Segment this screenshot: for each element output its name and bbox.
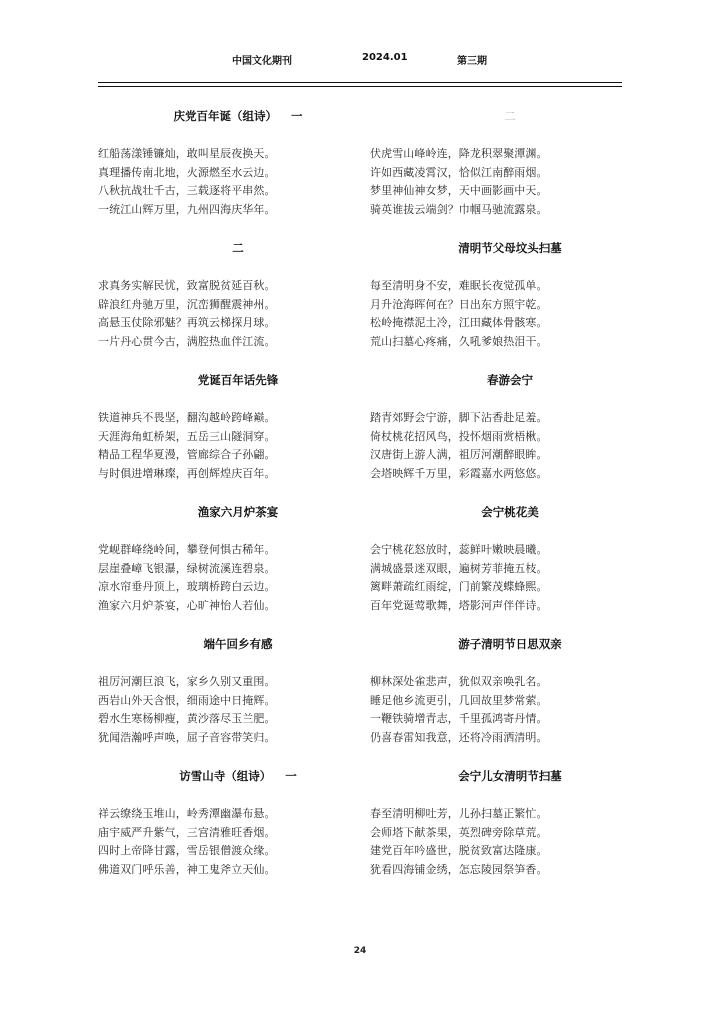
poem-line: 碧水生寒杨柳瘦，黄沙落尽玉兰肥。 xyxy=(98,712,276,725)
poem-line: 佛道双门呼乐善，神工鬼斧立天仙。 xyxy=(98,862,276,876)
poem xyxy=(370,240,630,372)
poem-line: 红船荡漾锤镰灿，敢叫星辰夜换天。 xyxy=(98,147,276,160)
poem-line: 四时上帝降甘露，雪岳银僧渡众缘。 xyxy=(98,844,276,857)
poem-part-number: 一 xyxy=(285,769,297,783)
poem-lines xyxy=(370,277,630,351)
poem-line: 建党百年吟盛世，脱贫致富达隆康。 xyxy=(370,844,548,857)
poem-line: 柳林深处雀悲声，犹似双亲唤乳名。 xyxy=(370,675,548,688)
poem-part-number: 一 xyxy=(291,109,303,123)
poem-line: 许如西藏凌霄汉，恰似江南醉雨烟。 xyxy=(370,165,548,179)
page-header xyxy=(0,52,720,68)
poem-line: 真理播传南北地，火源燃至水云边。 xyxy=(98,165,276,179)
poem xyxy=(98,108,358,240)
poem-lines xyxy=(98,673,358,747)
poem-line: 犹闻浩瀚呼声唤，屈子音容带笑归。 xyxy=(98,730,276,744)
issue-date: 2024.01 xyxy=(362,52,408,63)
poem-line: 每至清明身不安，难眠长夜觉孤单。 xyxy=(370,279,548,292)
header-rule-thick xyxy=(98,82,622,83)
header-rule-thin xyxy=(98,86,622,87)
poem-line: 倚杖桃花招风鸟，投怀烟雨赏梧楸。 xyxy=(370,429,548,443)
issue-number: 第三期 xyxy=(457,56,487,67)
poem-title xyxy=(370,108,630,124)
poem-title-text: 清明节父母坟头扫墓 xyxy=(458,241,562,255)
poem-line: 会师塔下献茶果，英烈碑旁除草荒。 xyxy=(370,825,548,839)
poem-title xyxy=(98,372,358,388)
poem xyxy=(370,108,630,240)
poem-lines xyxy=(370,805,630,879)
poem-title xyxy=(370,372,630,388)
poem-lines xyxy=(98,277,358,351)
poem-title xyxy=(98,636,358,652)
poem-line: 八秋抗战壮千古，三载逐将平串然。 xyxy=(98,184,276,197)
poem-lines xyxy=(370,409,630,483)
poem-line: 伏虎雪山峰岭连，降龙积翠聚潭渊。 xyxy=(370,147,548,160)
poem-lines xyxy=(98,409,358,483)
poem-title-text: 二 xyxy=(232,241,244,255)
poem-line: 春至清明柳吐芳，儿孙扫墓正繁忙。 xyxy=(370,807,548,820)
poem-line: 仍喜春雷知我意，还将冷雨洒清明。 xyxy=(370,730,548,744)
poem-line: 骑英谁拔云端剑？巾帼马驰流露泉。 xyxy=(370,202,548,216)
left-poem-column xyxy=(98,108,358,900)
poem-line: 层崖叠嶂飞银瀑，绿树流溪连碧泉。 xyxy=(98,561,276,575)
poem-title-text: 庆党百年诞（组诗） xyxy=(173,109,277,123)
poem-line: 松岭掩襟泥土冷，江田藏体骨骸寒。 xyxy=(370,316,548,329)
poem-title xyxy=(370,240,630,256)
poem-title xyxy=(370,768,630,784)
poem-title-text: 会宁桃花美 xyxy=(481,505,539,519)
poem xyxy=(98,240,358,372)
poem-line: 满城盛景迷双眼，遍树芳菲掩五枝。 xyxy=(370,561,548,575)
poem xyxy=(370,636,630,768)
poem-lines xyxy=(370,673,630,747)
poem-title-text: 游子清明节日思双亲 xyxy=(458,637,562,651)
poem-title xyxy=(370,636,630,652)
poem-title-text: 渔家六月炉茶宴 xyxy=(197,505,279,519)
poem-title-text: 党诞百年话先锋 xyxy=(197,373,279,387)
poem xyxy=(98,768,358,900)
poem-line: 月升沧海晖何在？日出东方照宇乾。 xyxy=(370,297,548,311)
poem xyxy=(370,372,630,504)
poem-title-text: 会宁儿女清明节扫墓 xyxy=(458,769,562,783)
poem-line: 梦里神仙神女梦，天中画影画中天。 xyxy=(370,184,548,197)
poem-line: 睡足他乡流更引，几回故里梦常萦。 xyxy=(370,693,548,707)
poem-title-text: 端午回乡有感 xyxy=(203,637,273,651)
poem-line: 求真务实解民忧，致富脱贫延百秋。 xyxy=(98,279,276,292)
poem-line: 庙宇威严升紫气，三宫清雅旺香烟。 xyxy=(98,825,276,839)
poem-line: 会宁桃花怒放时，蕊鲜叶嫩映晨曦。 xyxy=(370,543,548,556)
poem xyxy=(98,504,358,636)
poem-line: 辟浪红舟驰万里，沉峦狮醒震神州。 xyxy=(98,297,276,311)
poem-title-text: 春游会宁 xyxy=(487,373,533,387)
journal-name: 中国文化期刊 xyxy=(232,56,292,67)
poem-title-text: 二 xyxy=(504,109,516,123)
poem xyxy=(98,636,358,768)
poem-line: 党岘群峰绕岭间，攀登何惧古稀年。 xyxy=(98,543,276,556)
page-number: 24 xyxy=(353,946,367,956)
poem-lines xyxy=(98,541,358,615)
poem-title xyxy=(370,504,630,520)
poem xyxy=(370,504,630,636)
poem-line: 祥云缭绕玉堆山，岭秀潭幽瀑布悬。 xyxy=(98,807,276,820)
poem-line: 铁道神兵不畏坚，翻沟越岭跨峰巅。 xyxy=(98,411,276,424)
poem-line: 凉水帘垂丹顶上，玻璃桥跨白云边。 xyxy=(98,580,276,593)
poem-line: 会塔映辉千万里，彩霞嘉水两悠悠。 xyxy=(370,466,548,480)
poem-title-text: 访雪山寺（组诗） xyxy=(179,769,272,783)
poem-lines xyxy=(98,145,358,219)
poem-lines xyxy=(370,541,630,615)
poem-line: 踏青郊野会宁游，脚下沾香赴足羞。 xyxy=(370,411,548,424)
poem-line: 祖厉河潮巨浪飞，家乡久别又重围。 xyxy=(98,675,276,688)
poem-line: 精品工程华夏漫，管廊综合子孙翩。 xyxy=(98,448,276,461)
poem-lines xyxy=(98,805,358,879)
poem-line: 篱畔萧疏红雨绽，门前繁茂蝶蜂熙。 xyxy=(370,580,548,593)
poem-line: 百年党诞莺歌舞，塔影河声伴伴诗。 xyxy=(370,598,548,612)
poem-lines xyxy=(370,145,630,219)
poem-title xyxy=(98,108,358,124)
poem-line: 汉唐街上游人满，祖厉河潮醉眼眸。 xyxy=(370,448,548,461)
poem-line: 西岩山外天含恨，细雨途中日掩辉。 xyxy=(98,693,276,707)
poem-line: 犹看四海铺金绣，怎忘陵园祭笋香。 xyxy=(370,862,548,876)
poem xyxy=(370,768,630,900)
poem-line: 一鞭铁骑增青志，千里孤鸿寄丹情。 xyxy=(370,712,548,725)
poem xyxy=(98,372,358,504)
poem-title xyxy=(98,768,358,784)
poem-line: 荒山扫墓心疼痛，久吼爹娘热泪干。 xyxy=(370,334,548,348)
poem-line: 天涯海角虹桥架，五岳三山隧洞穿。 xyxy=(98,429,276,443)
right-poem-column xyxy=(370,108,630,900)
poem-line: 一片丹心贯今古，满腔热血伴江流。 xyxy=(98,334,276,348)
poem-line: 与时俱进增琳璨，再创辉煌庆百年。 xyxy=(98,466,276,480)
poem-line: 高悬玉仗除邪魅？再筑云梯探月球。 xyxy=(98,316,276,329)
poem-title xyxy=(98,240,358,256)
poem-line: 一统江山辉万里，九州四海庆华年。 xyxy=(98,202,276,216)
poem-line: 渔家六月炉茶宴，心旷神怡人若仙。 xyxy=(98,598,276,612)
poem-title xyxy=(98,504,358,520)
